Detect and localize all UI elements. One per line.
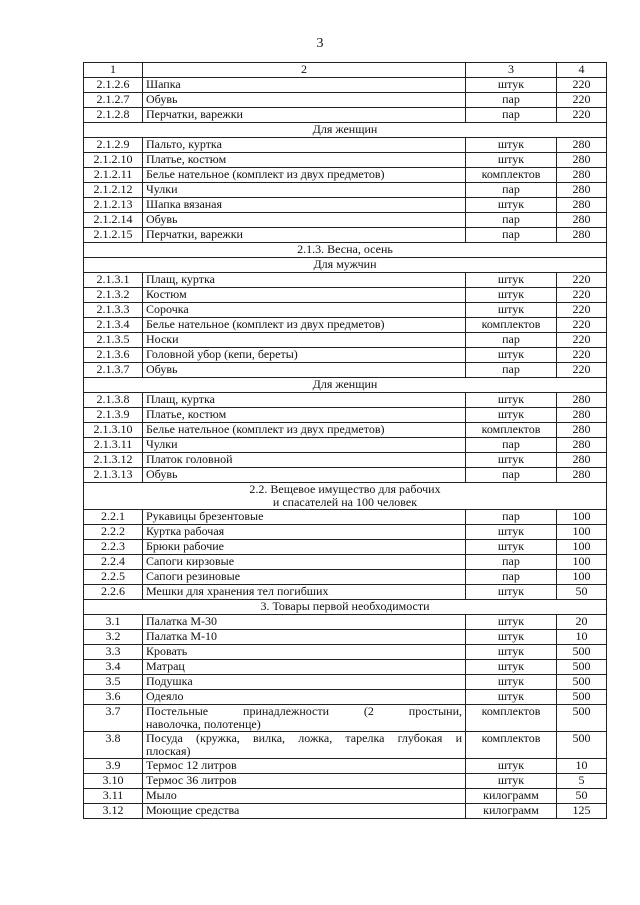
section-heading — [84, 600, 607, 615]
item-code: 3.3 — [84, 645, 143, 660]
item-code: 3.6 — [84, 690, 143, 705]
item-name: Одеяло — [143, 690, 466, 705]
section-heading-line: и спасателей на 100 человек — [272, 495, 418, 509]
item-unit: штук — [466, 759, 557, 774]
section-heading-line: Для женщин — [312, 377, 378, 391]
item-unit: штук — [466, 645, 557, 660]
table-row — [84, 570, 607, 585]
section-heading — [84, 258, 607, 273]
table-row — [84, 675, 607, 690]
item-quantity: 100 — [557, 540, 607, 555]
item-quantity: 280 — [557, 393, 607, 408]
table-row — [84, 288, 607, 303]
item-quantity: 100 — [557, 510, 607, 525]
item-quantity: 500 — [557, 732, 607, 759]
item-name: Кровать — [143, 645, 466, 660]
table-row — [84, 213, 607, 228]
item-name: Костюм — [143, 288, 466, 303]
item-unit: пар — [466, 228, 557, 243]
item-code: 3.1 — [84, 615, 143, 630]
item-name: Обувь — [143, 468, 466, 483]
item-name: Палатка М-30 — [143, 615, 466, 630]
item-quantity: 280 — [557, 198, 607, 213]
item-quantity: 220 — [557, 303, 607, 318]
item-code: 2.1.3.13 — [84, 468, 143, 483]
item-name-line: Постельные принадлежности (2 простыни, — [146, 704, 462, 718]
table-row — [84, 630, 607, 645]
item-unit: комплектов — [466, 732, 557, 759]
item-name: Термос 12 литров — [143, 759, 466, 774]
item-code: 2.1.2.8 — [84, 108, 143, 123]
item-quantity: 280 — [557, 228, 607, 243]
item-code: 2.1.2.11 — [84, 168, 143, 183]
section-heading-line: 2.1.3. Весна, осень — [297, 242, 393, 256]
supply-table-body — [84, 63, 607, 819]
table-row — [84, 303, 607, 318]
section-heading-row — [84, 483, 607, 510]
item-unit: пар — [466, 510, 557, 525]
item-unit: штук — [466, 348, 557, 363]
item-name: Обувь — [143, 213, 466, 228]
item-unit: комплектов — [466, 168, 557, 183]
table-row — [84, 108, 607, 123]
item-quantity: 220 — [557, 318, 607, 333]
item-name: Моющие средства — [143, 804, 466, 819]
table-row — [84, 393, 607, 408]
item-quantity: 500 — [557, 675, 607, 690]
item-code: 3.10 — [84, 774, 143, 789]
item-name: Платье, костюм — [143, 408, 466, 423]
item-code: 2.1.3.8 — [84, 393, 143, 408]
table-row — [84, 759, 607, 774]
section-heading-row — [84, 243, 607, 258]
item-name: Пальто, куртка — [143, 138, 466, 153]
item-code: 2.1.3.3 — [84, 303, 143, 318]
item-code: 2.1.2.13 — [84, 198, 143, 213]
item-code: 3.7 — [84, 705, 143, 732]
section-heading-line: Для мужчин — [313, 257, 377, 271]
item-quantity: 280 — [557, 213, 607, 228]
item-quantity: 100 — [557, 570, 607, 585]
item-unit: штук — [466, 288, 557, 303]
item-code: 2.2.3 — [84, 540, 143, 555]
item-code: 2.1.2.12 — [84, 183, 143, 198]
table-row — [84, 555, 607, 570]
table-row — [84, 423, 607, 438]
item-unit: пар — [466, 333, 557, 348]
item-unit: комплектов — [466, 705, 557, 732]
item-quantity: 500 — [557, 690, 607, 705]
item-quantity: 280 — [557, 138, 607, 153]
section-heading — [84, 123, 607, 138]
item-unit: штук — [466, 630, 557, 645]
item-quantity: 220 — [557, 333, 607, 348]
item-quantity: 220 — [557, 288, 607, 303]
table-row — [84, 408, 607, 423]
item-name: Платье, костюм — [143, 153, 466, 168]
item-quantity: 280 — [557, 438, 607, 453]
item-name-line: плоская) — [146, 744, 191, 758]
item-unit: пар — [466, 555, 557, 570]
item-name: Мешки для хранения тел погибших — [143, 585, 466, 600]
item-quantity: 5 — [557, 774, 607, 789]
item-unit: комплектов — [466, 423, 557, 438]
item-unit: штук — [466, 540, 557, 555]
item-name: Матрац — [143, 660, 466, 675]
supply-table — [83, 62, 607, 819]
item-unit: пар — [466, 468, 557, 483]
item-code: 2.1.2.15 — [84, 228, 143, 243]
item-code: 3.5 — [84, 675, 143, 690]
item-code: 2.1.3.2 — [84, 288, 143, 303]
item-unit: пар — [466, 363, 557, 378]
item-quantity: 220 — [557, 348, 607, 363]
item-unit: штук — [466, 690, 557, 705]
item-unit: пар — [466, 108, 557, 123]
table-row — [84, 660, 607, 675]
item-name: Рукавицы брезентовые — [143, 510, 466, 525]
section-heading-row — [84, 258, 607, 273]
item-name — [143, 705, 466, 732]
item-code: 3.12 — [84, 804, 143, 819]
table-row — [84, 348, 607, 363]
table-header-row — [84, 63, 607, 78]
item-name: Шапка — [143, 78, 466, 93]
item-unit: штук — [466, 675, 557, 690]
page-number: 3 — [316, 36, 324, 51]
item-code: 2.1.3.5 — [84, 333, 143, 348]
table-row — [84, 453, 607, 468]
item-quantity: 220 — [557, 108, 607, 123]
item-unit: штук — [466, 774, 557, 789]
table-row — [84, 168, 607, 183]
item-unit: штук — [466, 453, 557, 468]
table-row — [84, 363, 607, 378]
item-quantity: 50 — [557, 789, 607, 804]
table-row — [84, 468, 607, 483]
item-name: Платок головной — [143, 453, 466, 468]
item-quantity: 50 — [557, 585, 607, 600]
header-col-2: 2 — [143, 63, 466, 78]
item-name: Палатка М-10 — [143, 630, 466, 645]
item-code: 2.2.5 — [84, 570, 143, 585]
table-row — [84, 198, 607, 213]
item-quantity: 220 — [557, 78, 607, 93]
item-quantity: 20 — [557, 615, 607, 630]
header-col-3: 3 — [466, 63, 557, 78]
item-unit: килограмм — [466, 789, 557, 804]
item-code: 2.1.2.7 — [84, 93, 143, 108]
item-code: 2.1.3.6 — [84, 348, 143, 363]
item-code: 3.2 — [84, 630, 143, 645]
item-code: 2.1.2.14 — [84, 213, 143, 228]
item-unit: пар — [466, 438, 557, 453]
item-unit: штук — [466, 408, 557, 423]
item-unit: пар — [466, 93, 557, 108]
item-name: Головной убор (кепи, береты) — [143, 348, 466, 363]
section-heading-row — [84, 123, 607, 138]
table-row — [84, 705, 607, 732]
table-row — [84, 645, 607, 660]
item-unit: штук — [466, 660, 557, 675]
table-row — [84, 273, 607, 288]
item-quantity: 220 — [557, 363, 607, 378]
item-name: Куртка рабочая — [143, 525, 466, 540]
item-unit: пар — [466, 183, 557, 198]
section-heading-line: 3. Товары первой необходимости — [260, 599, 430, 613]
item-code: 2.2.1 — [84, 510, 143, 525]
item-name: Мыло — [143, 789, 466, 804]
item-quantity: 220 — [557, 273, 607, 288]
item-name: Плащ, куртка — [143, 393, 466, 408]
item-name — [143, 732, 466, 759]
item-code: 2.1.3.9 — [84, 408, 143, 423]
section-heading-line: 2.2. Вещевое имущество для рабочих — [249, 482, 441, 496]
item-name: Белье нательное (комплект из двух предметов) — [143, 423, 466, 438]
section-heading — [84, 243, 607, 258]
table-row — [84, 333, 607, 348]
item-unit: штук — [466, 585, 557, 600]
item-unit: штук — [466, 273, 557, 288]
item-code: 3.8 — [84, 732, 143, 759]
item-code: 2.1.2.9 — [84, 138, 143, 153]
item-name: Чулки — [143, 438, 466, 453]
table-row — [84, 690, 607, 705]
item-code: 2.1.3.7 — [84, 363, 143, 378]
item-unit: штук — [466, 303, 557, 318]
item-name: Белье нательное (комплект из двух предметов) — [143, 168, 466, 183]
item-name-line: Посуда (кружка, вилка, ложка, тарелка глубокая и — [146, 731, 462, 745]
item-code: 2.1.3.12 — [84, 453, 143, 468]
section-heading-row — [84, 378, 607, 393]
item-code: 2.1.2.6 — [84, 78, 143, 93]
item-unit: штук — [466, 525, 557, 540]
item-quantity: 280 — [557, 468, 607, 483]
item-quantity: 10 — [557, 759, 607, 774]
table-row — [84, 789, 607, 804]
item-unit: штук — [466, 198, 557, 213]
item-name: Сапоги кирзовые — [143, 555, 466, 570]
item-unit: штук — [466, 138, 557, 153]
table-row — [84, 804, 607, 819]
table-row — [84, 138, 607, 153]
item-quantity: 500 — [557, 645, 607, 660]
item-code: 2.1.3.10 — [84, 423, 143, 438]
item-unit: штук — [466, 78, 557, 93]
section-heading — [84, 483, 607, 510]
item-quantity: 10 — [557, 630, 607, 645]
item-quantity: 280 — [557, 183, 607, 198]
item-name: Белье нательное (комплект из двух предметов) — [143, 318, 466, 333]
section-heading — [84, 378, 607, 393]
table-row — [84, 228, 607, 243]
item-code: 2.1.3.11 — [84, 438, 143, 453]
section-heading-line: Для женщин — [312, 122, 378, 136]
item-quantity: 500 — [557, 660, 607, 675]
item-quantity: 280 — [557, 153, 607, 168]
table-row — [84, 318, 607, 333]
item-name: Обувь — [143, 363, 466, 378]
item-name: Подушка — [143, 675, 466, 690]
table-row — [84, 525, 607, 540]
table-row — [84, 774, 607, 789]
item-name: Обувь — [143, 93, 466, 108]
item-name: Чулки — [143, 183, 466, 198]
item-code: 2.2.6 — [84, 585, 143, 600]
item-name: Сорочка — [143, 303, 466, 318]
item-unit: пар — [466, 570, 557, 585]
item-unit: штук — [466, 393, 557, 408]
item-unit: килограмм — [466, 804, 557, 819]
item-name: Термос 36 литров — [143, 774, 466, 789]
item-quantity: 280 — [557, 423, 607, 438]
item-code: 2.2.2 — [84, 525, 143, 540]
item-quantity: 125 — [557, 804, 607, 819]
item-quantity: 100 — [557, 525, 607, 540]
item-code: 3.4 — [84, 660, 143, 675]
item-name: Шапка вязаная — [143, 198, 466, 213]
table-row — [84, 183, 607, 198]
item-name: Сапоги резиновые — [143, 570, 466, 585]
header-col-1: 1 — [84, 63, 143, 78]
item-name: Плащ, куртка — [143, 273, 466, 288]
item-quantity: 220 — [557, 93, 607, 108]
item-code: 2.1.2.10 — [84, 153, 143, 168]
item-name: Брюки рабочие — [143, 540, 466, 555]
table-row — [84, 585, 607, 600]
item-code: 2.1.3.1 — [84, 273, 143, 288]
table-row — [84, 540, 607, 555]
item-unit: комплектов — [466, 318, 557, 333]
table-row — [84, 732, 607, 759]
item-code: 2.2.4 — [84, 555, 143, 570]
item-unit: пар — [466, 213, 557, 228]
table-row — [84, 510, 607, 525]
item-quantity: 280 — [557, 453, 607, 468]
item-code: 2.1.3.4 — [84, 318, 143, 333]
item-quantity: 280 — [557, 168, 607, 183]
item-name: Перчатки, варежки — [143, 228, 466, 243]
item-quantity: 100 — [557, 555, 607, 570]
item-name: Перчатки, варежки — [143, 108, 466, 123]
item-code: 3.11 — [84, 789, 143, 804]
item-quantity: 500 — [557, 705, 607, 732]
table-row — [84, 615, 607, 630]
table-row — [84, 93, 607, 108]
header-col-4: 4 — [557, 63, 607, 78]
item-unit: штук — [466, 615, 557, 630]
item-name: Носки — [143, 333, 466, 348]
item-unit: штук — [466, 153, 557, 168]
item-quantity: 280 — [557, 408, 607, 423]
item-code: 3.9 — [84, 759, 143, 774]
table-row — [84, 438, 607, 453]
section-heading-row — [84, 600, 607, 615]
table-row — [84, 78, 607, 93]
item-name-line: наволочка, полотенце) — [146, 717, 261, 731]
table-row — [84, 153, 607, 168]
